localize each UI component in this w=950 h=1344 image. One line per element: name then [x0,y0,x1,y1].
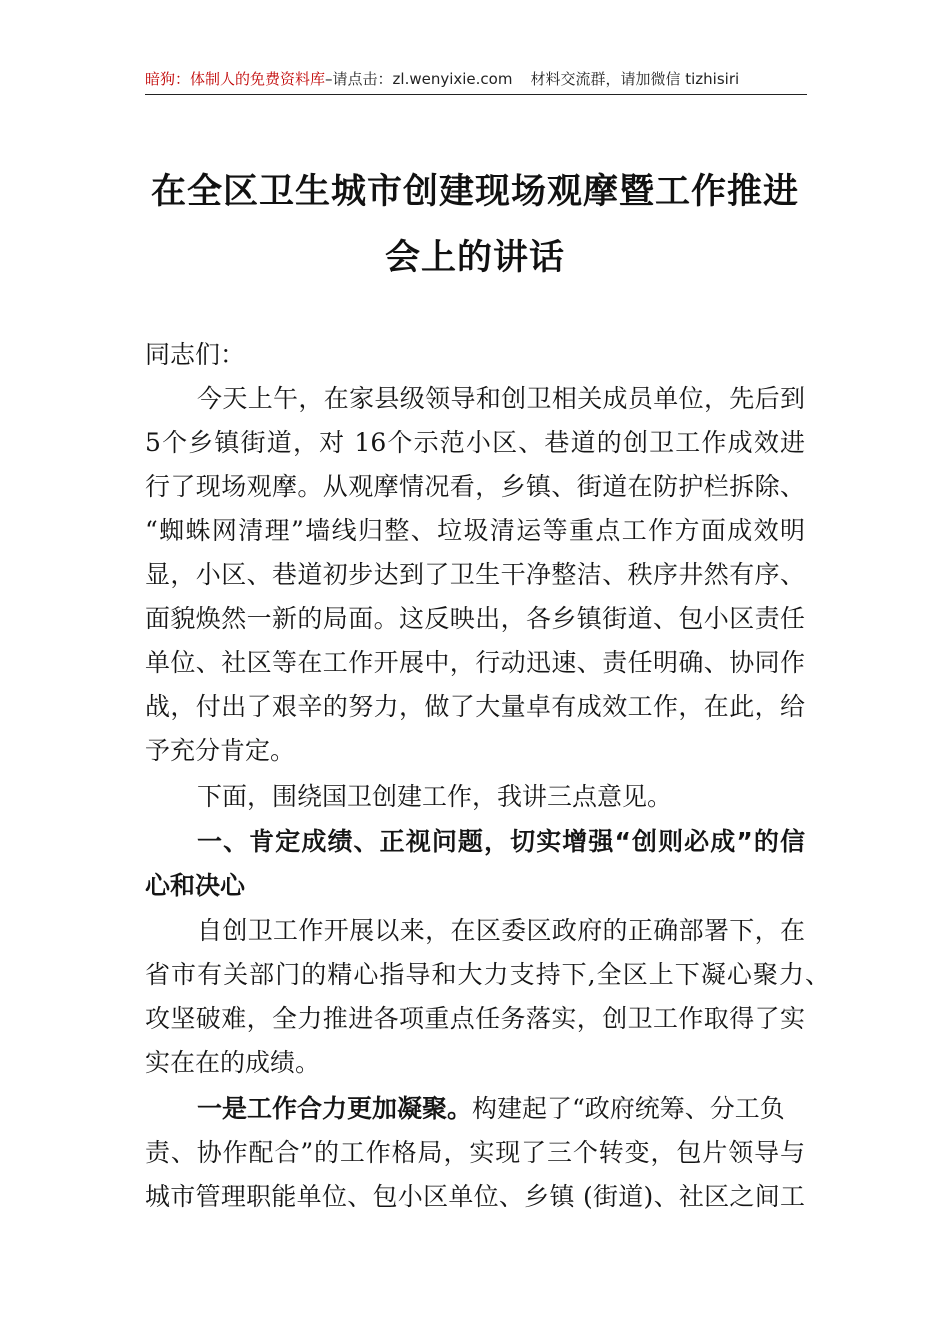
paragraph-1-line-3: 行了现场观摩。从观摩情况看，乡镇、街道在防护栏拆除、 [145,472,805,501]
page-header [145,66,807,95]
paragraph-1-line-4: “蜘蛛网清理”墙线归整、垃圾清运等重点工作方面成效明 [145,516,805,545]
salutation: 同志们： [145,340,246,369]
paragraph-1-line-9: 予充分肯定。 [145,736,296,765]
section-heading-1-line-1: 一、肯定成绩、正视问题，切实增强“创则必成”的信 [197,827,805,856]
paragraph-4-line-1-rest: 构建起了“政府统筹、分工负 [472,1094,785,1123]
header-source: 暗狗：体制人的免费资料库 [145,70,326,88]
paragraph-3-line-4: 实在在的成绩。 [145,1048,321,1077]
paragraph-4-line-1 [197,1087,805,1131]
paragraph-1-line-5: 显，小区、巷道初步达到了卫生干净整洁、秩序井然有序、 [145,560,805,589]
paragraph-3-line-2: 省市有关部门的精心指导和大力支持下,全区上下凝心聚力、 [145,960,830,989]
paragraph-4-lead: 一是工作合力更加凝聚。 [197,1094,473,1123]
header-group-note: 材料交流群，请加微信 tizhisiri [530,70,740,88]
paragraph-1-line-2: 5个乡镇街道，对 16个示范小区、巷道的创卫工作成效进 [145,428,805,457]
paragraph-4-line-3: 城市管理职能单位、包小区单位、乡镇 (街道)、社区之间工 [145,1182,805,1211]
paragraph-1-line-1: 今天上午，在家县级领导和创卫相关成员单位，先后到 [197,384,805,413]
paragraph-1-line-8: 战，付出了艰辛的努力，做了大量卓有成效工作，在此，给 [145,692,805,721]
paragraph-3-line-3: 攻坚破难，全力推进各项重点任务落实，创卫工作取得了实 [145,1004,805,1033]
paragraph-2: 下面，围绕国卫创建工作，我讲三点意见。 [197,782,673,811]
paragraph-3-line-1: 自创卫工作开展以来，在区委区政府的正确部署下，在 [197,916,805,945]
paragraph-4-line-2: 责、协作配合”的工作格局，实现了三个转变，包片领导与 [145,1138,805,1167]
header-url-link[interactable]: zl.wenyixie.com [392,70,513,88]
header-prompt: –请点击： [325,70,393,88]
section-heading-1-line-2: 心和决心 [145,871,246,900]
document-title-line-2: 会上的讲话 [384,237,565,278]
document-title-line-1: 在全区卫生城市创建现场观摩暨工作推进 [150,171,799,212]
paragraph-1-line-7: 单位、社区等在工作开展中，行动迅速、责任明确、协同作 [145,648,805,677]
paragraph-1-line-6: 面貌焕然一新的局面。这反映出，各乡镇街道、包小区责任 [145,604,805,633]
